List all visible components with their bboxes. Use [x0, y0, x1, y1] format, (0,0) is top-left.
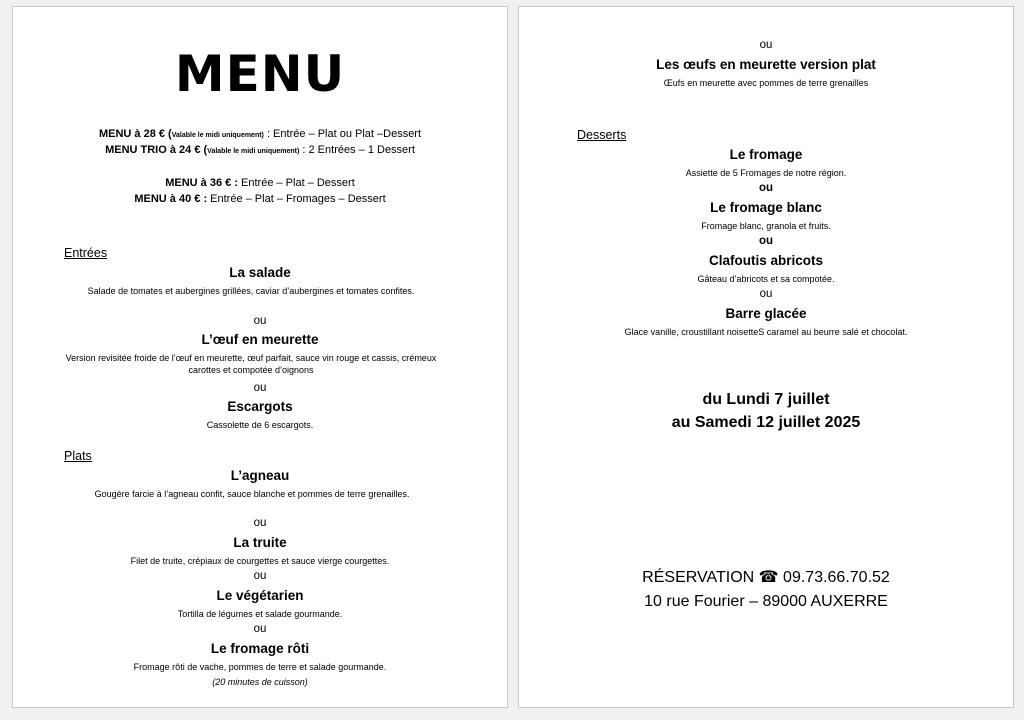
section-heading-desserts: Desserts	[577, 128, 627, 142]
separator-ou: ou	[253, 517, 267, 529]
offer-price: MENU TRIO à 24 € (	[105, 144, 208, 156]
reservation-block	[519, 566, 1013, 614]
separator-ou: ou	[759, 288, 773, 300]
offer-price: MENU à 36 € :	[165, 177, 238, 189]
dish-description: Gougère farcie à l’agneau confit, sauce blanche et pommes de terre grenailles.	[94, 489, 410, 499]
offer-trio-24	[13, 142, 507, 160]
separator-ou: ou	[758, 182, 774, 194]
separator-ou: ou	[253, 315, 267, 327]
offer-detail: : Entrée – Plat ou Plat –Dessert	[263, 128, 422, 140]
dish-name: Le végétarien	[216, 588, 304, 603]
offer-36	[13, 175, 507, 191]
offer-40	[13, 191, 507, 207]
separator-ou: ou	[253, 623, 267, 635]
section-heading-plats: Plats	[64, 449, 92, 463]
reservation-line	[519, 566, 1013, 590]
address: 10 rue Fourier – 89000 AUXERRE	[644, 593, 888, 610]
dish-description: Salade de tomates et aubergines grillées, caviar d’aubergines et tomates confites.	[87, 286, 415, 296]
offer-detail: Entrée – Plat – Dessert	[237, 177, 355, 189]
menu-title: MENU	[174, 45, 346, 103]
dish-description: Tortilla de légumes et salade gourmande.	[177, 609, 343, 619]
dish-name: Le fromage blanc	[710, 200, 822, 215]
dish-description: Filet de truite, crépiaux de courgettes et sauce vierge courgettes.	[130, 556, 390, 566]
dish-name: Escargots	[227, 399, 293, 414]
menu-page-right	[518, 6, 1014, 708]
dish-name: Les œufs en meurette version plat	[656, 57, 876, 72]
separator-ou: ou	[253, 570, 267, 582]
dish-description: Cassolette de 6 escargots.	[206, 420, 314, 430]
phone-icon: ☎	[758, 569, 779, 586]
date-range	[519, 388, 1013, 434]
dish-name: Le fromage	[729, 147, 803, 162]
dish-name: La truite	[233, 535, 287, 550]
phone-number: 09.73.66.70.52	[783, 569, 890, 586]
offer-price: MENU à 40 € :	[134, 193, 208, 205]
dish-name: Barre glacée	[725, 306, 807, 321]
offer-detail: : 2 Entrées – 1 Dessert	[299, 144, 415, 156]
separator-ou: ou	[253, 382, 267, 394]
dish-description: Fromage rôti de vache, pommes de terre et salade gourmande.	[133, 662, 387, 672]
reservation-label: RÉSERVATION	[642, 569, 755, 586]
offer-detail: Entrée – Plat – Fromages – Dessert	[207, 193, 386, 205]
cooking-time-note: (20 minutes de cuisson)	[212, 677, 308, 687]
date-start: du Lundi 7 juillet	[702, 391, 830, 408]
dish-description: Assiette de 5 Fromages de notre région.	[685, 168, 847, 178]
offer-note: Valable le midi uniquement)	[171, 132, 264, 139]
date-end: au Samedi 12 juillet 2025	[671, 414, 861, 431]
separator-ou: ou	[758, 235, 774, 247]
section-heading-entrees: Entrées	[64, 246, 108, 260]
dish-name: L’agneau	[230, 468, 290, 483]
dish-description: Œufs en meurette avec pommes de terre grenailles	[663, 78, 869, 88]
offer-price: MENU à 28 € (	[98, 128, 172, 140]
offer-note: Valable le midi uniquement)	[207, 148, 300, 155]
dish-name: L’œuf en meurette	[201, 332, 319, 347]
dish-description: Fromage blanc, granola et fruits.	[701, 221, 831, 231]
dish-description: Glace vanille, croustillant noisetteS caramel au beurre salé et chocolat.	[624, 327, 908, 337]
dish-description: Gâteau d’abricots et sa compotée.	[697, 274, 835, 284]
separator-ou: ou	[759, 39, 773, 51]
menu-page-left	[12, 6, 508, 708]
dish-name: Le fromage rôti	[210, 641, 310, 656]
dish-description: Version revisitée froide de l’œuf en meurette, œuf parfait, sauce vin rouge et cassis, crémeux carottes et compotée d’oignons	[65, 353, 437, 375]
dish-name: Clafoutis abricots	[708, 253, 824, 268]
dish-name: La salade	[229, 265, 291, 280]
